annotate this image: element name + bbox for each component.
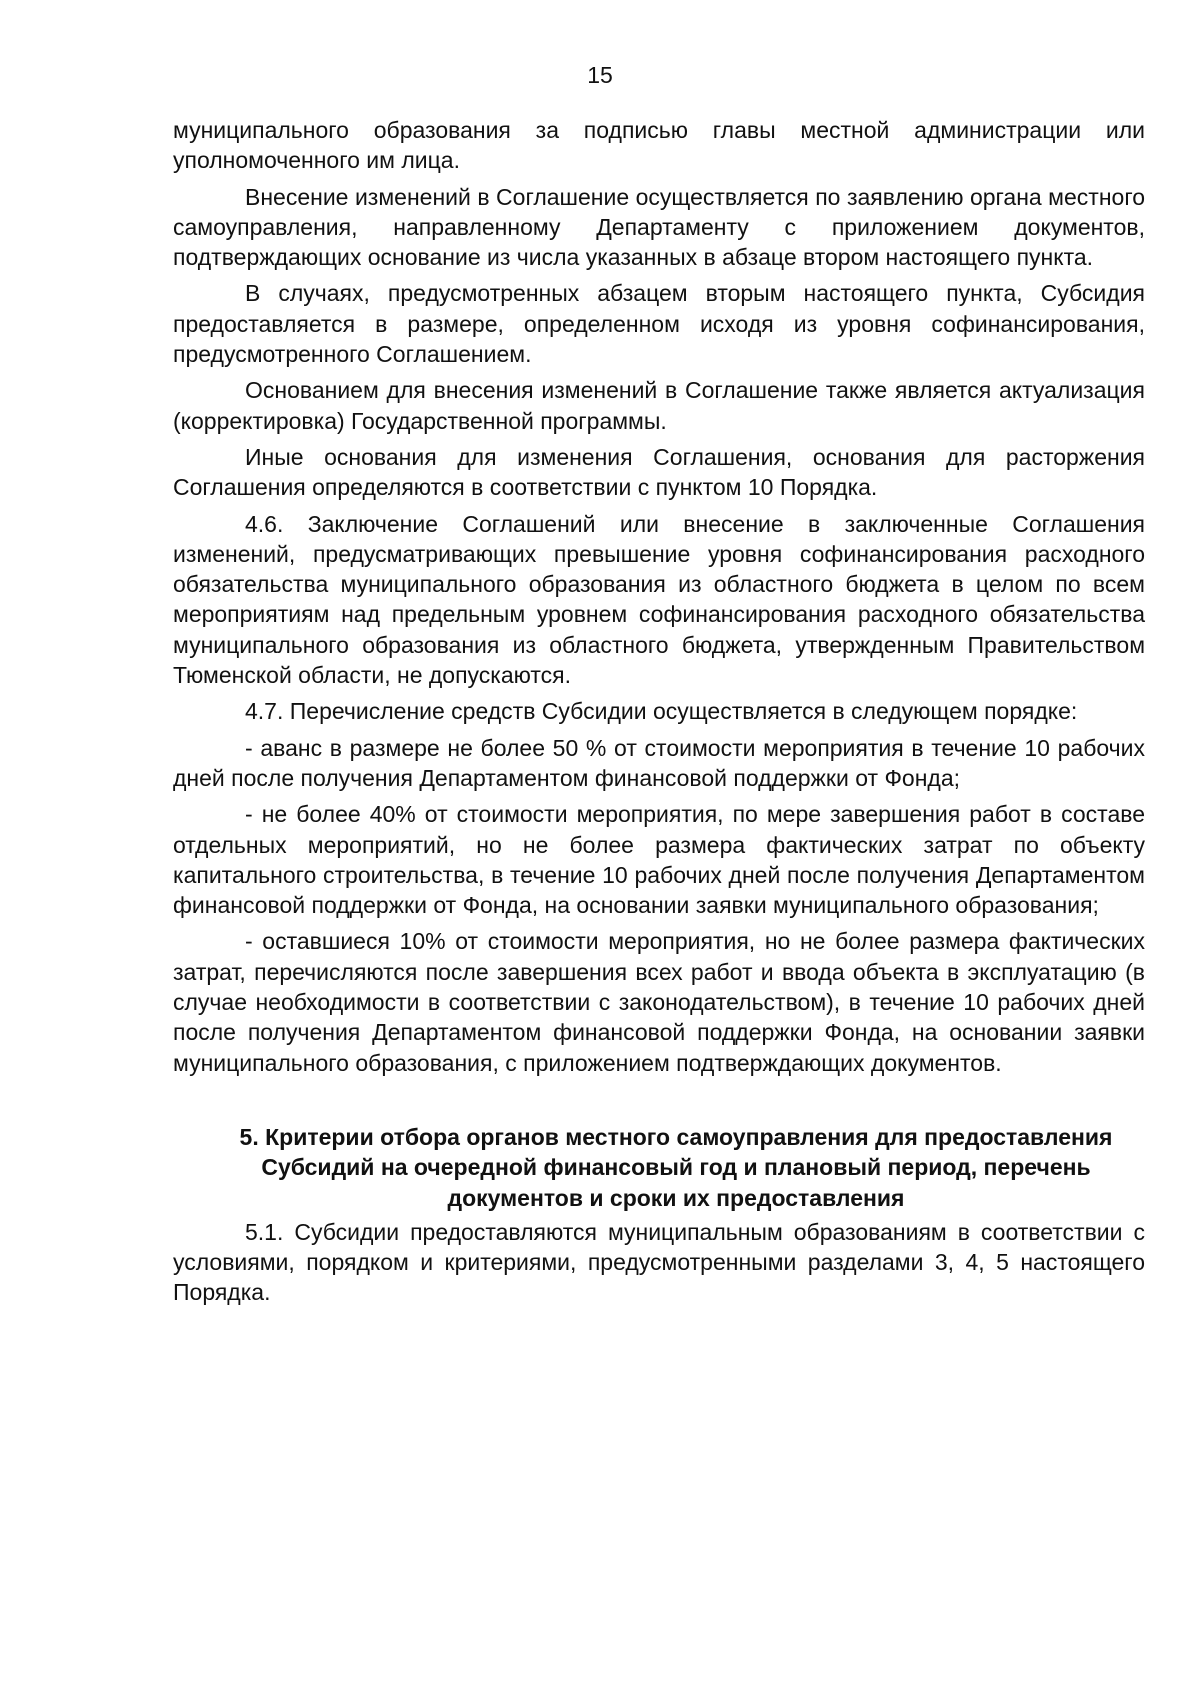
paragraph-4-7: 4.7. Перечисление средств Субсидии осуществляется в следующем порядке: (245, 698, 1078, 725)
list-item-advance: - аванс в размере не более 50 % от стоимости мероприятия в течение 10 рабочих дней после получения Департаментом финансовой поддержки от Фонда; (173, 734, 1145, 791)
document-body (173, 115, 1145, 1314)
list-item-remaining-10-percent: - оставшиеся 10% от стоимости мероприятия, но не более размера фактических затрат, перечисляются после завершения всех работ и ввода объекта в эксплуатацию (в случае необходимости в соответствии с законодательством), в течение 10 рабочих дней после получения Департаментом финансовой поддержки Фонда, на основании заявки муниципального образования, с приложением подтверждающих документов. (173, 928, 1145, 1076)
list-item-40-percent: - не более 40% от стоимости мероприятия, по мере завершения работ в составе отдельных мероприятий, но не более размера фактических затрат по объекту капитального строительства, в течение 10 рабочих дней после получения Департаментом финансовой поддержки от Фонда, на основании заявки муниципального образования; (173, 801, 1145, 919)
section-5-heading: 5. Критерии отбора органов местного самоуправления для предоставления Субсидий на очередной финансовый год и плановый период, перечень документов и сроки их предоставления (239, 1123, 1113, 1211)
page-number: 15 (587, 62, 613, 88)
paragraph-4-6: 4.6. Заключение Соглашений или внесение в заключенные Соглашения изменений, предусматривающих превышение уровня софинансирования расходного обязательства муниципального образования из областного бюджета в целом по всем мероприятиям над предельным уровнем софинансирования расходного обязательства муниципального образования из областного бюджета, утвержденным Правительством Тюменской области, не допускаются. (173, 510, 1145, 689)
paragraph-5-1: 5.1. Субсидии предоставляются муниципальным образованиям в соответствии с условиями, порядком и критериями, предусмотренными разделами 3, 4, 5 настоящего Порядка. (173, 1218, 1145, 1306)
paragraph-amendment-procedure: Внесение изменений в Соглашение осуществляется по заявлению органа местного самоуправления, направленному Департаменту с приложением документов, подтверждающих основание из числа указанных в абзаце втором настоящего пункта. (173, 183, 1145, 271)
paragraph-other-grounds: Иные основания для изменения Соглашения, основания для расторжения Соглашения определяются в соответствии с пунктом 10 Порядка. (173, 443, 1145, 501)
paragraph-continuation: муниципального образования за подписью главы местной администрации или уполномоченного им лица. (173, 117, 1145, 174)
paragraph-program-update: Основанием для внесения изменений в Соглашение также является актуализация (корректировка) Государственной программы. (173, 377, 1145, 434)
paragraph-subsidy-amount: В случаях, предусмотренных абзацем вторым настоящего пункта, Субсидия предоставляется в размере, определенном исходя из уровня софинансирования, предусмотренного Соглашением. (173, 280, 1145, 368)
